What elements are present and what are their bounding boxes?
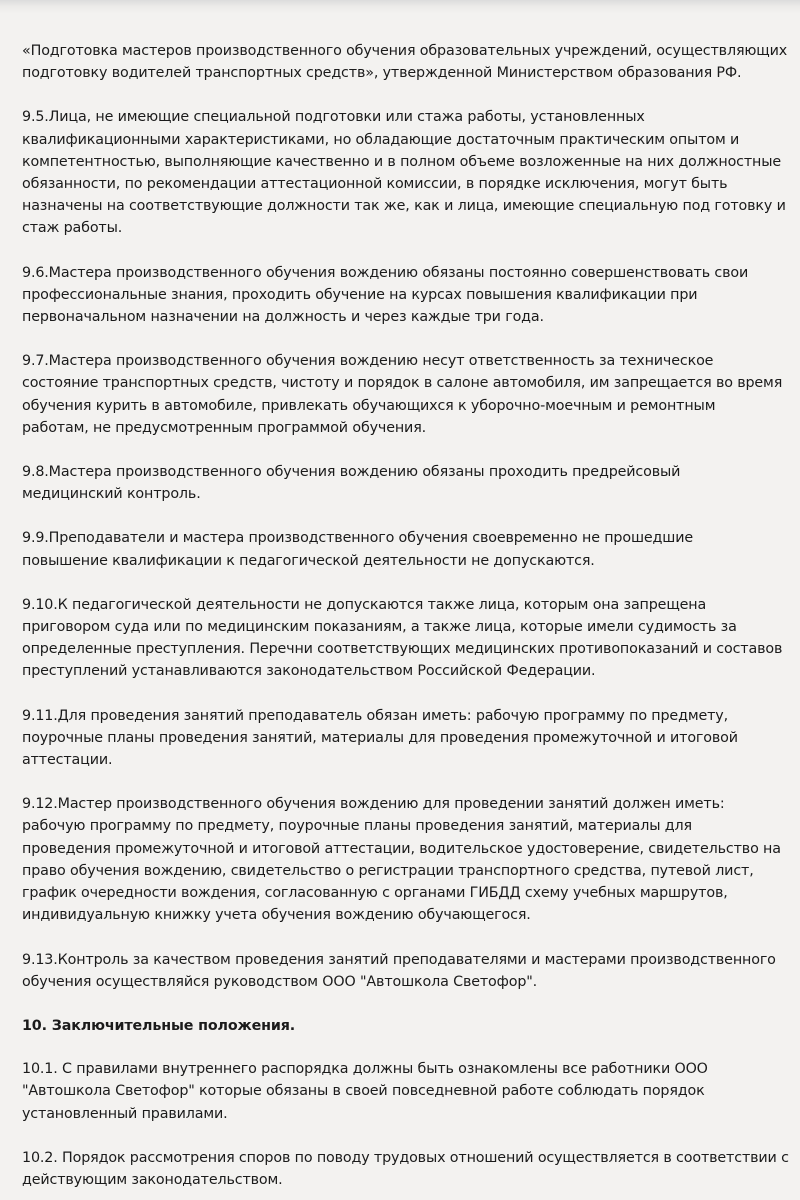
paragraph-line: установленный правилами.: [22, 1105, 228, 1122]
paragraph-line: график очередности вождения, согласованную с органами ГИБДД схему учебных маршрутов,: [22, 885, 728, 902]
paragraph-line: первоначальном назначении на должность и через каждые три года.: [22, 309, 544, 326]
paragraph-line: аттестации.: [22, 752, 113, 769]
paragraph-line: 10.1. С правилами внутреннего распорядка должны быть ознакомлены все работники ООО: [22, 1061, 708, 1078]
paragraph-9-6: [22, 262, 782, 329]
paragraph-line: повышение квалификации к педагогической деятельности не допускаются.: [22, 552, 595, 569]
paragraph-9-10: [22, 594, 782, 683]
paragraph-line: медицинский контроль.: [22, 486, 201, 503]
paragraph-line: право обучения вождению, свидетельство о регистрации транспортного средства, путевой лист,: [22, 862, 754, 879]
paragraph-line: определенные преступления. Перечни соответствующих медицинских противопоказаний и составов: [22, 641, 783, 658]
paragraph-line: состояние транспортных средств, чистоту и порядок в салоне автомобиля, им запрещается во время: [22, 375, 783, 392]
paragraph-9-12: [22, 793, 782, 926]
paragraph-line: 9.5.Лица, не имеющие специальной подготовки или стажа работы, установленных: [22, 109, 645, 126]
paragraph-9-7: [22, 350, 782, 439]
paragraph-line: 9.8.Мастера производственного обучения вождению обязаны проходить предрейсовый: [22, 464, 681, 481]
paragraph-line: 10.2. Порядок рассмотрения споров по поводу трудовых отношений осуществляется в соответствии с: [22, 1149, 789, 1166]
paragraph-list: [22, 40, 788, 993]
paragraph-9-9: [22, 527, 782, 571]
paragraph-line: обучения осуществляйся руководством ООО "Автошкола Светофор".: [22, 973, 538, 990]
paragraph-line: подготовку водителей транспортных средств», утвержденной Министерством образования РФ.: [22, 65, 742, 82]
paragraph-9-5: [22, 106, 786, 239]
paragraph-9-8: [22, 461, 782, 505]
paragraph-line: поурочные планы проведения занятий, материалы для проведения промежуточной и итоговой: [22, 729, 738, 746]
paragraph-intro: [22, 40, 788, 84]
paragraph-line: 9.12.Мастер производственного обучения вождению для проведении занятий должен иметь:: [22, 796, 725, 813]
paragraph-9-13: [22, 949, 782, 993]
paragraph-line: «Подготовка мастеров производственного обучения образовательных учреждений, осуществляющих: [22, 43, 788, 59]
paragraph-line: "Автошкола Светофор" которые обязаны в своей повседневной работе соблюдать порядок: [22, 1083, 705, 1100]
paragraph-line: 9.9.Преподаватели и мастера производственного обучения своевременно не прошедшие: [22, 530, 693, 547]
paragraph-line: 9.7.Мастера производственного обучения вождению несут ответственность за техническое: [22, 353, 714, 370]
paragraph-line: 9.10.К педагогической деятельности не допускаются также лица, которым она запрещена: [22, 596, 707, 613]
paragraph-line: 9.11.Для проведения занятий преподаватель обязан иметь: рабочую программу по предмету,: [22, 707, 728, 724]
paragraph-line: профессиональные знания, проходить обучение на курсах повышения квалификации при: [22, 286, 698, 303]
paragraph-line: работам, не предусмотренным программой обучения.: [22, 419, 427, 436]
paragraph-line: 9.13.Контроль за качеством проведения занятий преподавателями и мастерами производственного: [22, 951, 776, 968]
paragraph-line: действующим законодательством.: [22, 1171, 283, 1188]
document-body: [22, 40, 789, 1200]
paragraph-line: стаж работы.: [22, 220, 123, 237]
paragraph-line: назначены на соответствующие должности так же, как и лица, имеющие специальную под готовку и: [22, 198, 786, 215]
paragraph-line: компетентностью, выполняющие качественно и в полном объеме возложенные на них должностные: [22, 153, 782, 170]
section-heading: 10. Заключительные положения.: [22, 1017, 296, 1034]
paragraph-line: проведения промежуточной и итоговой аттестации, водительское удостоверение, свидетельство на: [22, 840, 781, 857]
paragraph-line: приговором суда или по медицинским показаниям, а также лица, которые имели судимость за: [22, 619, 737, 636]
paragraph-line: квалификационными характеристиками, но обладающие достаточным практическим опытом и: [22, 131, 740, 148]
paragraph-line: обучения курить в автомобиле, привлекать обучающихся к уборочно-моечным и ремонтным: [22, 397, 716, 414]
closing-paragraph-list: [22, 1058, 789, 1191]
paragraph-9-11: [22, 705, 782, 772]
paragraph-line: рабочую программу по предмету, поурочные планы проведения занятий, материалы для: [22, 818, 692, 835]
paragraph-10-2: [22, 1147, 789, 1191]
paragraph-10-1: [22, 1058, 782, 1125]
paragraph-line: обязанности, по рекомендации аттестационной комиссии, в порядке исключения, могут быть: [22, 176, 728, 193]
paragraph-line: индивидуальную книжку учета обучения вождению обучающегося.: [22, 907, 531, 924]
paragraph-line: преступлений устанавливаются законодательством Российской Федерации.: [22, 663, 596, 680]
paragraph-line: 9.6.Мастера производственного обучения вождению обязаны постоянно совершенствовать свои: [22, 264, 749, 281]
